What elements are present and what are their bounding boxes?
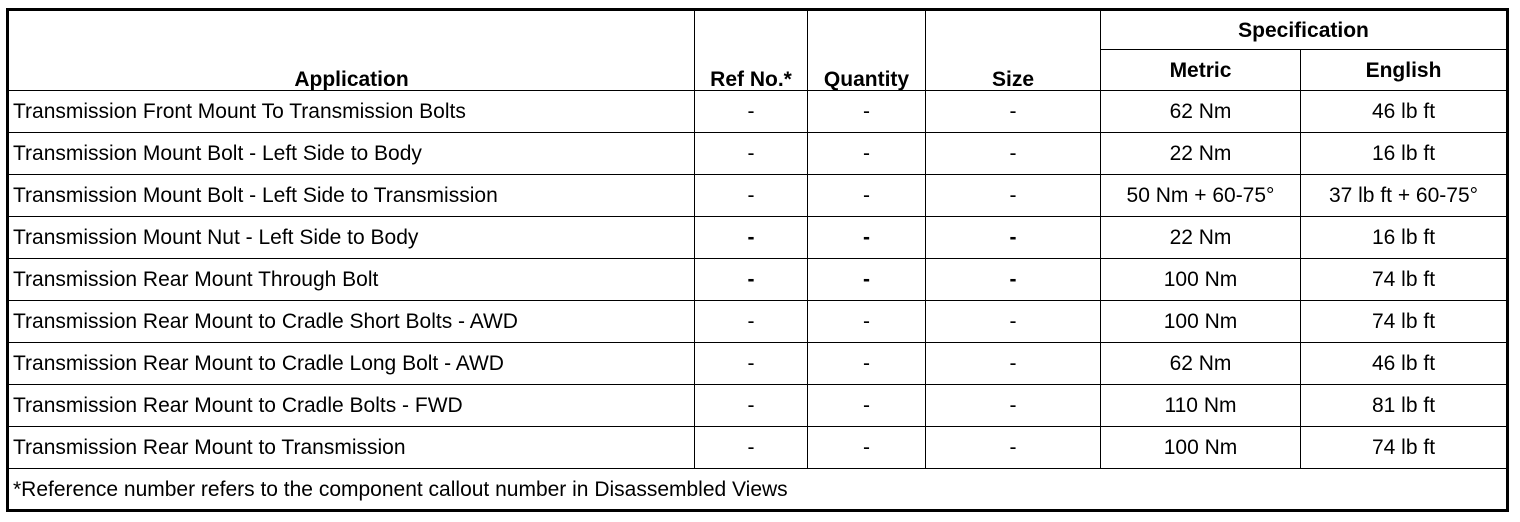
header-metric: Metric — [1101, 50, 1301, 91]
cell-size: - — [926, 301, 1101, 343]
table-row — [8, 91, 1508, 133]
fastener-spec-table — [6, 8, 1509, 512]
cell-application: Transmission Front Mount To Transmission Bolts — [8, 91, 695, 133]
table-row — [8, 175, 1508, 217]
table-row — [8, 343, 1508, 385]
header-english: English — [1301, 50, 1508, 91]
cell-size: - — [926, 427, 1101, 469]
cell-metric: 62 Nm — [1101, 343, 1301, 385]
cell-quantity: - — [808, 427, 926, 469]
cell-size: - — [926, 217, 1101, 259]
cell-application: Transmission Rear Mount to Cradle Bolts - FWD — [8, 385, 695, 427]
cell-ref-no: - — [695, 91, 808, 133]
cell-ref-no: - — [695, 217, 808, 259]
cell-ref-no: - — [695, 427, 808, 469]
cell-ref-no: - — [695, 133, 808, 175]
cell-size: - — [926, 133, 1101, 175]
cell-english: 74 lb ft — [1301, 427, 1508, 469]
cell-size: - — [926, 259, 1101, 301]
cell-ref-no: - — [695, 385, 808, 427]
cell-quantity: - — [808, 133, 926, 175]
cell-quantity: - — [808, 301, 926, 343]
cell-metric: 100 Nm — [1101, 301, 1301, 343]
header-specification: Specification — [1101, 10, 1508, 50]
cell-metric: 22 Nm — [1101, 217, 1301, 259]
cell-quantity: - — [808, 259, 926, 301]
cell-application: Transmission Mount Bolt - Left Side to Transmission — [8, 175, 695, 217]
cell-metric: 100 Nm — [1101, 427, 1301, 469]
cell-english: 74 lb ft — [1301, 259, 1508, 301]
cell-application: Transmission Rear Mount to Cradle Long Bolt - AWD — [8, 343, 695, 385]
cell-quantity: - — [808, 217, 926, 259]
table-row — [8, 427, 1508, 469]
cell-application: Transmission Rear Mount to Cradle Short Bolts - AWD — [8, 301, 695, 343]
cell-english: 46 lb ft — [1301, 91, 1508, 133]
cell-metric: 50 Nm + 60-75° — [1101, 175, 1301, 217]
cell-english: 74 lb ft — [1301, 301, 1508, 343]
table-footnote: *Reference number refers to the component callout number in Disassembled Views — [8, 469, 1508, 511]
cell-metric: 22 Nm — [1101, 133, 1301, 175]
table-row — [8, 301, 1508, 343]
cell-size: - — [926, 175, 1101, 217]
cell-quantity: - — [808, 343, 926, 385]
cell-quantity: - — [808, 175, 926, 217]
cell-metric: 100 Nm — [1101, 259, 1301, 301]
header-quantity: Quantity — [808, 10, 926, 91]
cell-english: 37 lb ft + 60-75° — [1301, 175, 1508, 217]
cell-ref-no: - — [695, 259, 808, 301]
cell-quantity: - — [808, 385, 926, 427]
cell-quantity: - — [808, 91, 926, 133]
header-application: Application — [8, 10, 695, 91]
table-row — [8, 217, 1508, 259]
header-size: Size — [926, 10, 1101, 91]
cell-size: - — [926, 385, 1101, 427]
cell-ref-no: - — [695, 175, 808, 217]
cell-size: - — [926, 91, 1101, 133]
table-row — [8, 259, 1508, 301]
footnote-row — [8, 469, 1508, 511]
cell-application: Transmission Mount Nut - Left Side to Body — [8, 217, 695, 259]
cell-application: Transmission Rear Mount to Transmission — [8, 427, 695, 469]
cell-application: Transmission Mount Bolt - Left Side to Body — [8, 133, 695, 175]
cell-english: 81 lb ft — [1301, 385, 1508, 427]
table-row — [8, 385, 1508, 427]
cell-metric: 110 Nm — [1101, 385, 1301, 427]
cell-application: Transmission Rear Mount Through Bolt — [8, 259, 695, 301]
table-row — [8, 133, 1508, 175]
cell-ref-no: - — [695, 343, 808, 385]
cell-english: 46 lb ft — [1301, 343, 1508, 385]
cell-size: - — [926, 343, 1101, 385]
cell-ref-no: - — [695, 301, 808, 343]
cell-metric: 62 Nm — [1101, 91, 1301, 133]
cell-english: 16 lb ft — [1301, 217, 1508, 259]
header-ref-no: Ref No.* — [695, 10, 808, 91]
cell-english: 16 lb ft — [1301, 133, 1508, 175]
